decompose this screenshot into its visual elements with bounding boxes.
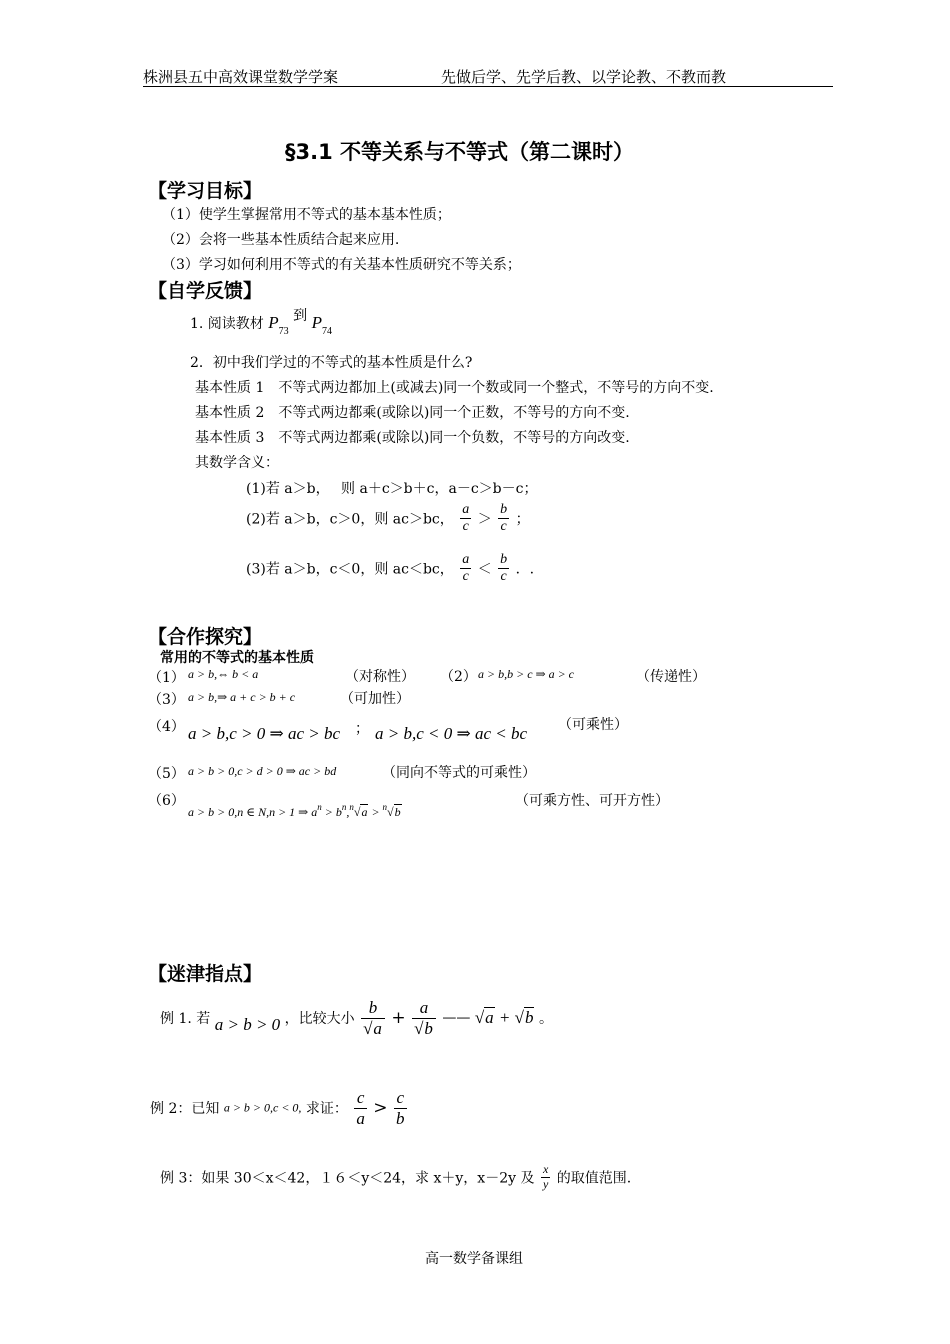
explore-heading: 【合作探究】 [148, 626, 263, 648]
property-4-label: （4） [148, 719, 185, 735]
property-3-name: （可加性） [340, 691, 410, 707]
q1-to: 到 [293, 308, 308, 324]
fraction-c-over-b: $\frac{c}{b}$ [396, 1088, 405, 1128]
property-6-label: （6） [148, 793, 185, 809]
property-2-label: （2） [440, 669, 477, 685]
header-right: 先做后学、先学后教、以学论教、不教而教 [441, 68, 727, 86]
example-1: 例 1. 若 a > b > 0 ，比较大小 $\frac{b}{√a}$ + $\frac{a}{√b}$ —— √a + √b 。 [160, 998, 553, 1038]
q1-prefix: 1. 阅读教材 [190, 316, 264, 332]
goals-heading: 【学习目标】 [148, 180, 263, 202]
property-3-label: （3） [148, 692, 185, 708]
fraction-a-over-sqrt-b: $\frac{a}{√b}$ [412, 998, 436, 1038]
property-1-name: （对称性） [345, 669, 415, 685]
property-4-name: （可乘性） [558, 717, 628, 733]
page-ref-start: $P_{73}$ [268, 313, 289, 337]
page-title: §3.1 不等关系与不等式（第二课时） [285, 140, 635, 164]
tips-heading: 【迷津指点】 [148, 963, 263, 985]
fraction-b-over-c: $\frac{b}{c}$ [500, 552, 508, 585]
footer: 高一数学备课组 [425, 1251, 523, 1267]
fraction-a-over-c: $\frac{a}{c}$ [462, 502, 470, 535]
fraction-b-over-sqrt-a: $\frac{b}{√a}$ [361, 998, 385, 1038]
property-1-math: a > b,⇔ b < a [188, 667, 259, 681]
feedback-heading: 【自学反馈】 [148, 280, 263, 302]
comparison-blank: —— [442, 1010, 471, 1027]
property-4-math-b: a > b,c < 0 ⇒ ac < bc [375, 724, 528, 743]
header-left: 株洲县五中高效课堂数学学案 [143, 68, 339, 86]
fraction-x-over-y: $\frac{x}{y}$ [542, 1162, 549, 1191]
property-6-name: （可乘方性、可开方性） [515, 793, 669, 809]
fraction-a-over-c: $\frac{a}{c}$ [462, 552, 470, 585]
basic-property-2: 基本性质 2 不等式两边都乘(或除以)同一个正数，不等号的方向不变. [195, 405, 630, 421]
property-3-math: a > b,⇒ a + c > b + c [188, 690, 296, 704]
example-2: 例 2：已知 a > b > 0,c < 0, 求证： $\frac{c}{a}$ > $\frac{c}{b}$ [150, 1088, 405, 1128]
property-5-name: （同向不等式的可乘性） [382, 765, 536, 781]
property-2-math: a > b,b > c ⇒ a > c [478, 667, 574, 681]
example-3: 例 3：如果 30＜x＜42，１６＜y＜24，求 x＋y，x－2y 及 $\frac{x}{y}$ 的取值范围. [160, 1162, 632, 1191]
property-4-math-a: a > b,c > 0 ⇒ ac > bc [188, 724, 341, 743]
property-6-math: a > b > 0,n ∈ N,n > 1 ⇒ $a^n > b^n,^n√a > ^n√b$ [188, 802, 401, 819]
goal-item: （3）学习如何利用不等式的有关基本性质研究不等关系； [162, 257, 521, 273]
meaning-label: 其数学含义： [195, 455, 279, 471]
property-4-separator: ； [355, 721, 369, 737]
basic-property-1: 基本性质 1 不等式两边都加上(或减去)同一个数或同一个整式，不等号的方向不变. [195, 380, 714, 396]
fraction-b-over-c: $\frac{b}{c}$ [500, 502, 508, 535]
property-5-math: a > b > 0,c > d > 0 ⇒ ac > bd [188, 764, 337, 778]
feedback-q2: 2．初中我们学过的不等式的基本性质是什么? [190, 355, 473, 371]
goal-item: （2）会将一些基本性质结合起来应用. [162, 232, 400, 248]
page-ref-end: $P_{74}$ [311, 313, 332, 337]
meaning-2: (2)若 a＞b，c＞0，则 ac＞bc， $\frac{a}{c}$ ＞ $\frac{b}{c}$ ； [246, 502, 530, 535]
basic-property-3: 基本性质 3 不等式两边都乘(或除以)同一个负数，不等号的方向改变. [195, 430, 630, 446]
feedback-q1 [190, 305, 332, 337]
property-5-label: （5） [148, 766, 185, 782]
fraction-c-over-a: $\frac{c}{a}$ [356, 1088, 365, 1128]
property-1-label: （1） [148, 670, 185, 686]
header-rule [143, 86, 833, 87]
meaning-1: (1)若 a＞b， 则 a＋c＞b＋c，a－c＞b－c； [246, 481, 538, 497]
meaning-3: (3)若 a＞b，c＜0，则 ac＜bc， $\frac{a}{c}$ ＜ $\frac{b}{c}$ ．. [246, 552, 535, 585]
explore-subheading: 常用的不等式的基本性质 [160, 650, 314, 666]
property-2-name: （传递性） [636, 669, 706, 685]
goal-item: （1）使学生掌握常用不等式的基本基本性质； [162, 207, 451, 223]
